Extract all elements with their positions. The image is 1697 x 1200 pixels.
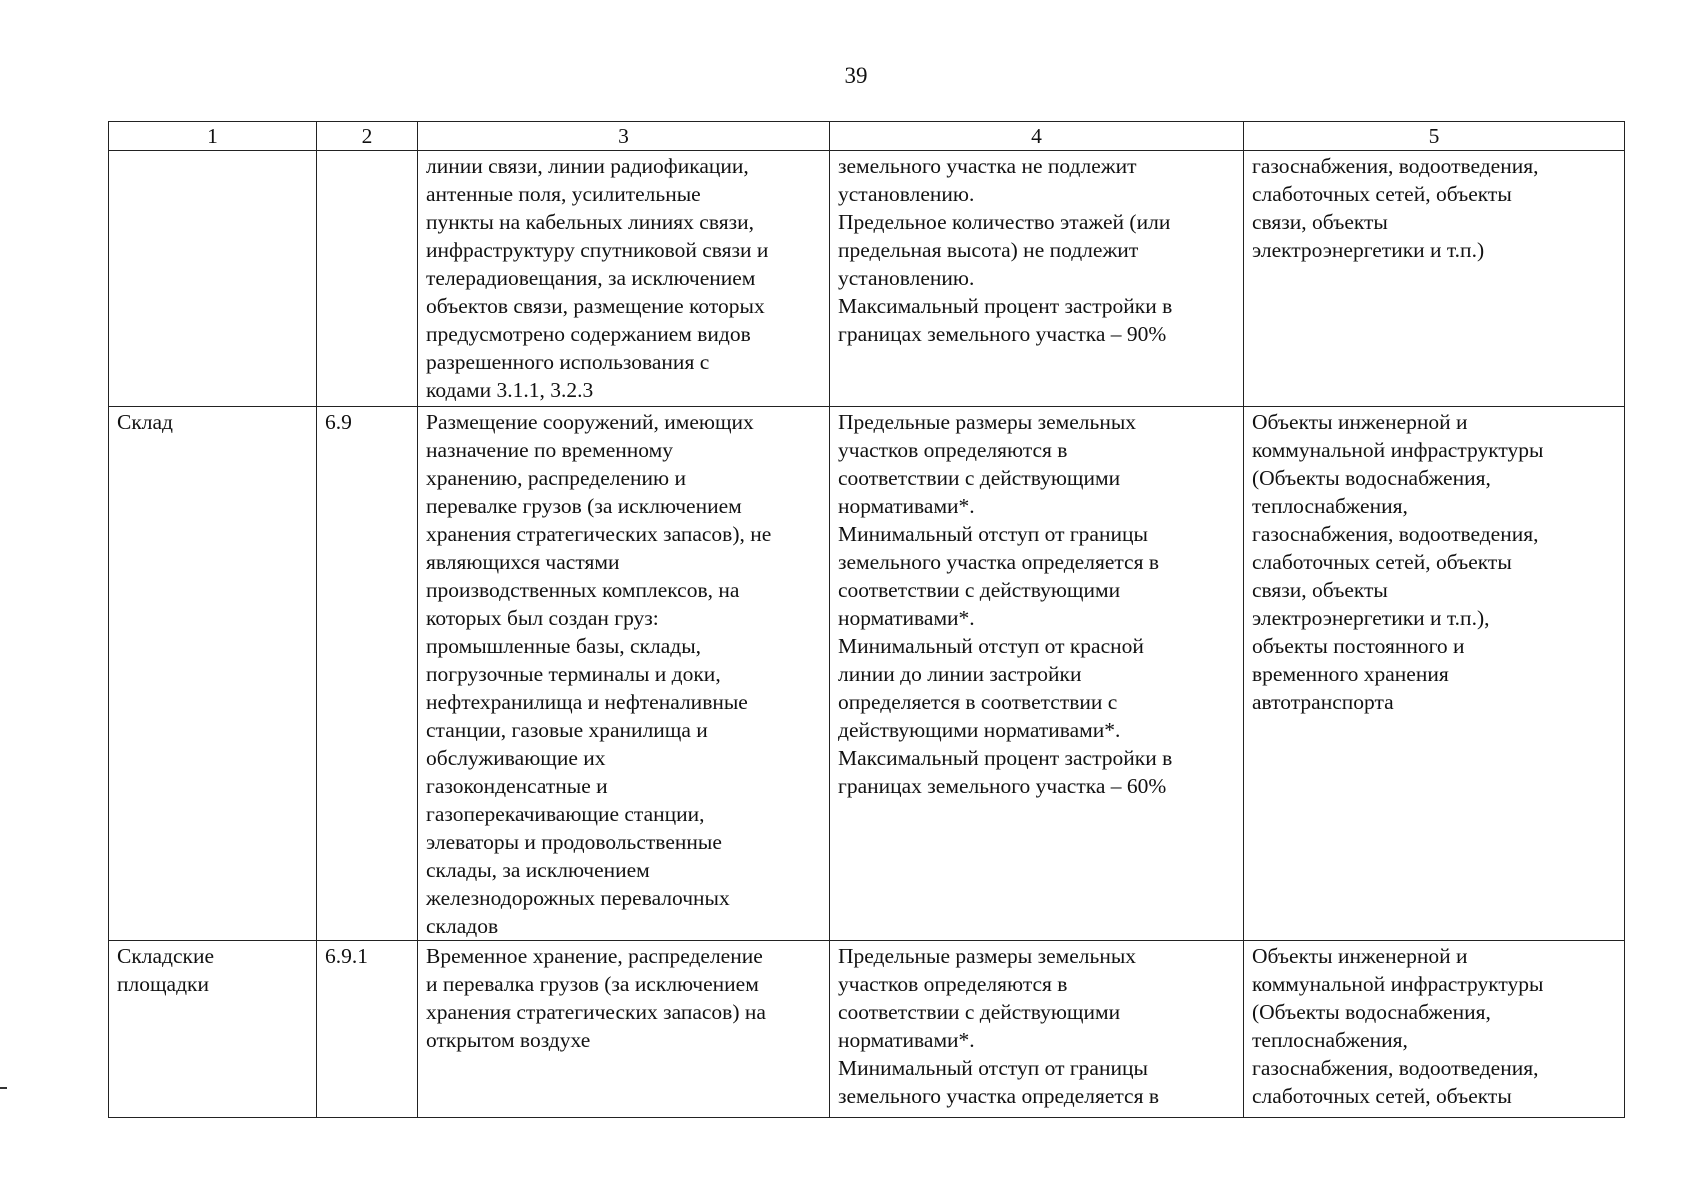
cell-text-line: газоперекачивающие станции, <box>426 802 705 826</box>
cell-text-line: Максимальный процент застройки в <box>838 294 1173 318</box>
cell-text-line: Минимальный отступ от границы <box>838 522 1148 546</box>
cell-text-line: железнодорожных перевалочных <box>426 886 730 910</box>
cell-text-line: слаботочных сетей, объекты <box>1252 182 1512 206</box>
cell-text-line: нормативами*. <box>838 1028 975 1052</box>
cell-text-line: Минимальный отступ от красной <box>838 634 1144 658</box>
header-cell-5: 5 <box>1244 122 1625 151</box>
header-cell-3: 3 <box>418 122 830 151</box>
cell-description <box>418 151 830 407</box>
cell-text-line: соответствии с действующими <box>838 1000 1121 1024</box>
cell-text-line: газоснабжения, водоотведения, <box>1252 1056 1539 1080</box>
cell-auxiliary-uses <box>1244 407 1625 941</box>
cell-text-line: Объекты инженерной и <box>1252 410 1468 434</box>
cell-code <box>317 941 418 1118</box>
cell-text-line: антенные поля, усилительные <box>426 182 701 206</box>
cell-text-line: и перевалка грузов (за исключением <box>426 972 759 996</box>
cell-code <box>317 407 418 941</box>
cell-text-line: Минимальный отступ от границы <box>838 1056 1148 1080</box>
cell-text-line: нормативами*. <box>838 606 975 630</box>
header-row <box>109 122 1625 151</box>
margin-mark <box>0 1087 7 1089</box>
header-cell-4: 4 <box>830 122 1244 151</box>
table-row-skladskie-ploshchadki <box>109 941 1625 1118</box>
cell-text-line: Предельное количество этажей (или <box>838 210 1171 234</box>
cell-auxiliary-uses <box>1244 151 1625 407</box>
cell-text-line: кодами 3.1.1, 3.2.3 <box>426 378 594 402</box>
cell-text-line: слаботочных сетей, объекты <box>1252 1084 1512 1108</box>
cell-use-name <box>109 941 317 1118</box>
cell-text-line: погрузочные терминалы и доки, <box>426 662 721 686</box>
cell-text-line: установлению. <box>838 182 975 206</box>
cell-text-line: нормативами*. <box>838 494 975 518</box>
table-row-continuation <box>109 151 1625 407</box>
cell-text-line: связи, объекты <box>1252 578 1388 602</box>
cell-text-line: предельная высота) не подлежит <box>838 238 1139 262</box>
cell-text-line: 6.9 <box>325 410 352 434</box>
cell-text-line: линии связи, линии радиофикации, <box>426 154 749 178</box>
cell-text-line: теплоснабжения, <box>1252 494 1408 518</box>
cell-text-line: Максимальный процент застройки в <box>838 746 1173 770</box>
cell-text-line: разрешенного использования с <box>426 350 710 374</box>
header-cell-1: 1 <box>109 122 317 151</box>
cell-text-line: электроэнергетики и т.п.) <box>1252 238 1485 262</box>
cell-text-line: линии до линии застройки <box>838 662 1082 686</box>
cell-text-line: газоснабжения, водоотведения, <box>1252 522 1539 546</box>
cell-text-line: промышленные базы, склады, <box>426 634 702 658</box>
cell-text-line: перевалке грузов (за исключением <box>426 494 742 518</box>
cell-parameters <box>830 151 1244 407</box>
cell-text-line: назначение по временному <box>426 438 673 462</box>
cell-text-line: элеваторы и продовольственные <box>426 830 722 854</box>
cell-parameters <box>830 941 1244 1118</box>
cell-text-line: Складские <box>117 944 215 968</box>
cell-text-line: обслуживающие их <box>426 746 606 770</box>
cell-text-line: участков определяются в <box>838 438 1068 462</box>
zoning-table <box>108 121 1625 1118</box>
page-number: 39 <box>844 63 868 88</box>
cell-use-name <box>109 407 317 941</box>
cell-text-line: являющихся частями <box>426 550 620 574</box>
cell-text-line: (Объекты водоснабжения, <box>1252 1000 1491 1024</box>
cell-text-line: слаботочных сетей, объекты <box>1252 550 1512 574</box>
table-body <box>109 151 1625 1118</box>
cell-text-line: соответствии с действующими <box>838 466 1121 490</box>
cell-text-line: газоконденсатные и <box>426 774 608 798</box>
cell-text-line: участков определяются в <box>838 972 1068 996</box>
cell-text-line: площадки <box>117 972 209 996</box>
cell-auxiliary-uses <box>1244 941 1625 1118</box>
cell-description <box>418 941 830 1118</box>
cell-use-name <box>109 151 317 407</box>
cell-text-line: телерадиовещания, за исключением <box>426 266 756 290</box>
cell-text-line: коммунальной инфраструктуры <box>1252 438 1544 462</box>
cell-text-line: которых был создан груз: <box>426 606 659 630</box>
cell-text-line: временного хранения <box>1252 662 1449 686</box>
cell-text-line: производственных комплексов, на <box>426 578 740 602</box>
cell-text-line: установлению. <box>838 266 975 290</box>
cell-text-line: склады, за исключением <box>426 858 650 882</box>
cell-text-line: Размещение сооружений, имеющих <box>426 410 754 434</box>
cell-text-line: газоснабжения, водоотведения, <box>1252 154 1539 178</box>
cell-text-line: предусмотрено содержанием видов <box>426 322 751 346</box>
cell-text-line: хранения стратегических запасов), не <box>426 522 772 546</box>
cell-text-line: Склад <box>117 410 173 434</box>
cell-text-line: Предельные размеры земельных <box>838 944 1137 968</box>
header-cell-2: 2 <box>317 122 418 151</box>
cell-text-line: коммунальной инфраструктуры <box>1252 972 1544 996</box>
cell-text-line: инфраструктуру спутниковой связи и <box>426 238 769 262</box>
cell-text-line: электроэнергетики и т.п.), <box>1252 606 1490 630</box>
cell-text-line: объектов связи, размещение которых <box>426 294 765 318</box>
cell-text-line: хранения стратегических запасов) на <box>426 1000 766 1024</box>
cell-text-line: 6.9.1 <box>325 944 368 968</box>
cell-text-line: Предельные размеры земельных <box>838 410 1137 434</box>
cell-text-line: складов <box>426 914 499 938</box>
cell-text-line: определяется в соответствии с <box>838 690 1118 714</box>
cell-text-line: хранению, распределению и <box>426 466 686 490</box>
table-row-sklad <box>109 407 1625 941</box>
cell-description <box>418 407 830 941</box>
cell-text-line: нефтехранилища и нефтеналивные <box>426 690 748 714</box>
cell-text-line: объекты постоянного и <box>1252 634 1465 658</box>
cell-text-line: земельного участка не подлежит <box>838 154 1137 178</box>
cell-text-line: Временное хранение, распределение <box>426 944 763 968</box>
cell-text-line: пункты на кабельных линиях связи, <box>426 210 754 234</box>
cell-text-line: земельного участка определяется в <box>838 550 1159 574</box>
cell-text-line: теплоснабжения, <box>1252 1028 1408 1052</box>
cell-text-line: станции, газовые хранилища и <box>426 718 708 742</box>
cell-text-line: действующими нормативами*. <box>838 718 1121 742</box>
cell-parameters <box>830 407 1244 941</box>
cell-text-line: Объекты инженерной и <box>1252 944 1468 968</box>
cell-code <box>317 151 418 407</box>
cell-text-line: соответствии с действующими <box>838 578 1121 602</box>
cell-text-line: автотранспорта <box>1252 690 1394 714</box>
cell-text-line: границах земельного участка – 90% <box>838 322 1167 346</box>
cell-text-line: границах земельного участка – 60% <box>838 774 1167 798</box>
cell-text-line: открытом воздухе <box>426 1028 591 1052</box>
cell-text-line: связи, объекты <box>1252 210 1388 234</box>
cell-text-line: (Объекты водоснабжения, <box>1252 466 1491 490</box>
cell-text-line: земельного участка определяется в <box>838 1084 1159 1108</box>
